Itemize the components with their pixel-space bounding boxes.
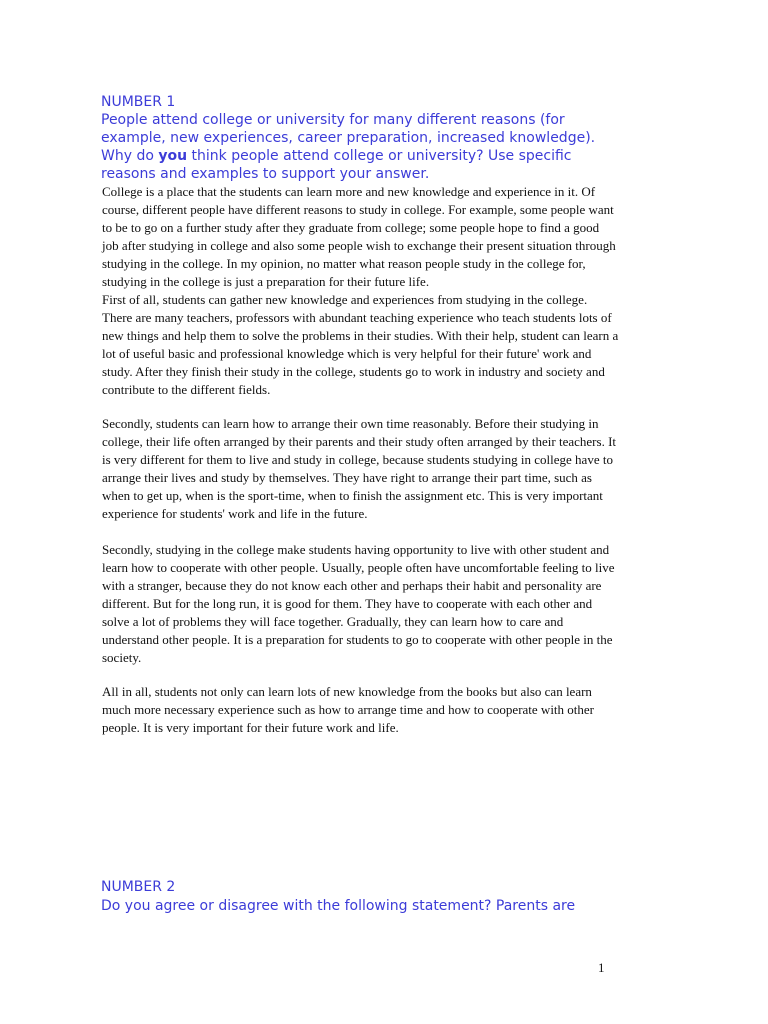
essay-line: course, different people have different reasons to study in college. For example, some people want — [102, 202, 614, 217]
essay-paragraph-4 — [102, 541, 702, 667]
question-emphasis: you — [158, 148, 188, 164]
essay-line: arrange their lives and study by themselves. They have right to arrange their part time, such as — [102, 470, 592, 485]
essay-line: Secondly, studying in the college make students having opportunity to live with other student and — [102, 542, 610, 557]
section1-prompt-line1: People attend college or university for many different reasons (for — [101, 112, 565, 128]
page-number: 1 — [598, 960, 605, 975]
essay-line: lot of useful basic and professional knowledge which is very helpful for their future' work and — [102, 346, 592, 361]
essay-line: with a stranger, because they do not know each other and perhaps their habit and personality are — [102, 578, 602, 593]
essay-line: is very different for them to live and study in college, because students studying in college have to — [102, 452, 613, 467]
essay-paragraph-3 — [102, 415, 702, 523]
essay-line: learn how to cooperate with other people. Usually, people often have uncomfortable feeling to live — [102, 560, 615, 575]
essay-line: understand other people. It is a preparation for students to go to cooperate with other people in the — [102, 632, 613, 647]
question-prefix: Why do — [101, 148, 159, 164]
essay-line: There are many teachers, professors with abundant teaching experience who teach students lots of — [102, 310, 612, 325]
essay-line: when to get up, when is the sport-time, when to finish the assignment etc. This is very important — [102, 488, 603, 503]
essay-line: much more necessary experience such as how to arrange time and how to cooperate with other — [102, 702, 595, 717]
essay-line: study. After they finish their study in the college, students go to work in industry and society and — [102, 364, 605, 379]
essay-line: studying in the college. In my opinion, no matter what reason people study in the college for, — [102, 256, 586, 271]
essay-line: people. It is very important for their future work and life. — [102, 720, 399, 735]
section1-title: NUMBER 1 — [101, 94, 176, 110]
section2-prompt: Do you agree or disagree with the following statement? Parents are — [101, 898, 576, 914]
essay-line: college, their life often arranged by their parents and their study often arranged by their teachers. It — [102, 434, 617, 449]
essay-paragraph-2 — [102, 291, 702, 399]
essay-line: different. But for the long run, it is good for them. They have to cooperate with each other and — [102, 596, 593, 611]
essay-line: job after studying in college and also some people wish to exchange their present situation through — [102, 238, 616, 253]
section1-question-line2: reasons and examples to support your answer. — [101, 166, 430, 182]
question-suffix: think people attend college or university? Use specific — [187, 148, 572, 164]
essay-line: experience for students' work and life in the future. — [102, 506, 368, 521]
section2-title: NUMBER 2 — [101, 879, 176, 895]
essay-line: College is a place that the students can learn more and new knowledge and experience in it. Of — [102, 184, 596, 199]
essay-paragraph-1 — [102, 183, 702, 291]
section1-question-line1 — [101, 147, 572, 165]
essay-line: new things and help them to solve the problems in their studies. With their help, student can learn a — [102, 328, 619, 343]
essay-line: studying in the college is just a preparation for their future life. — [102, 274, 430, 289]
essay-line: contribute to the different fields. — [102, 382, 271, 397]
essay-line: solve a lot of problems they will face together. Gradually, they can learn how to care and — [102, 614, 564, 629]
essay-line: Secondly, students can learn how to arrange their own time reasonably. Before their studying in — [102, 416, 599, 431]
essay-line: First of all, students can gather new knowledge and experiences from studying in the college. — [102, 292, 588, 307]
essay-line: to be to go on a further study after they graduate from college; some people hope to find a good — [102, 220, 600, 235]
essay-paragraph-5 — [102, 683, 702, 737]
section1-prompt-line2: example, new experiences, career preparation, increased knowledge). — [101, 130, 596, 146]
essay-line: society. — [102, 650, 142, 665]
essay-line: All in all, students not only can learn lots of new knowledge from the books but also can learn — [102, 684, 592, 699]
